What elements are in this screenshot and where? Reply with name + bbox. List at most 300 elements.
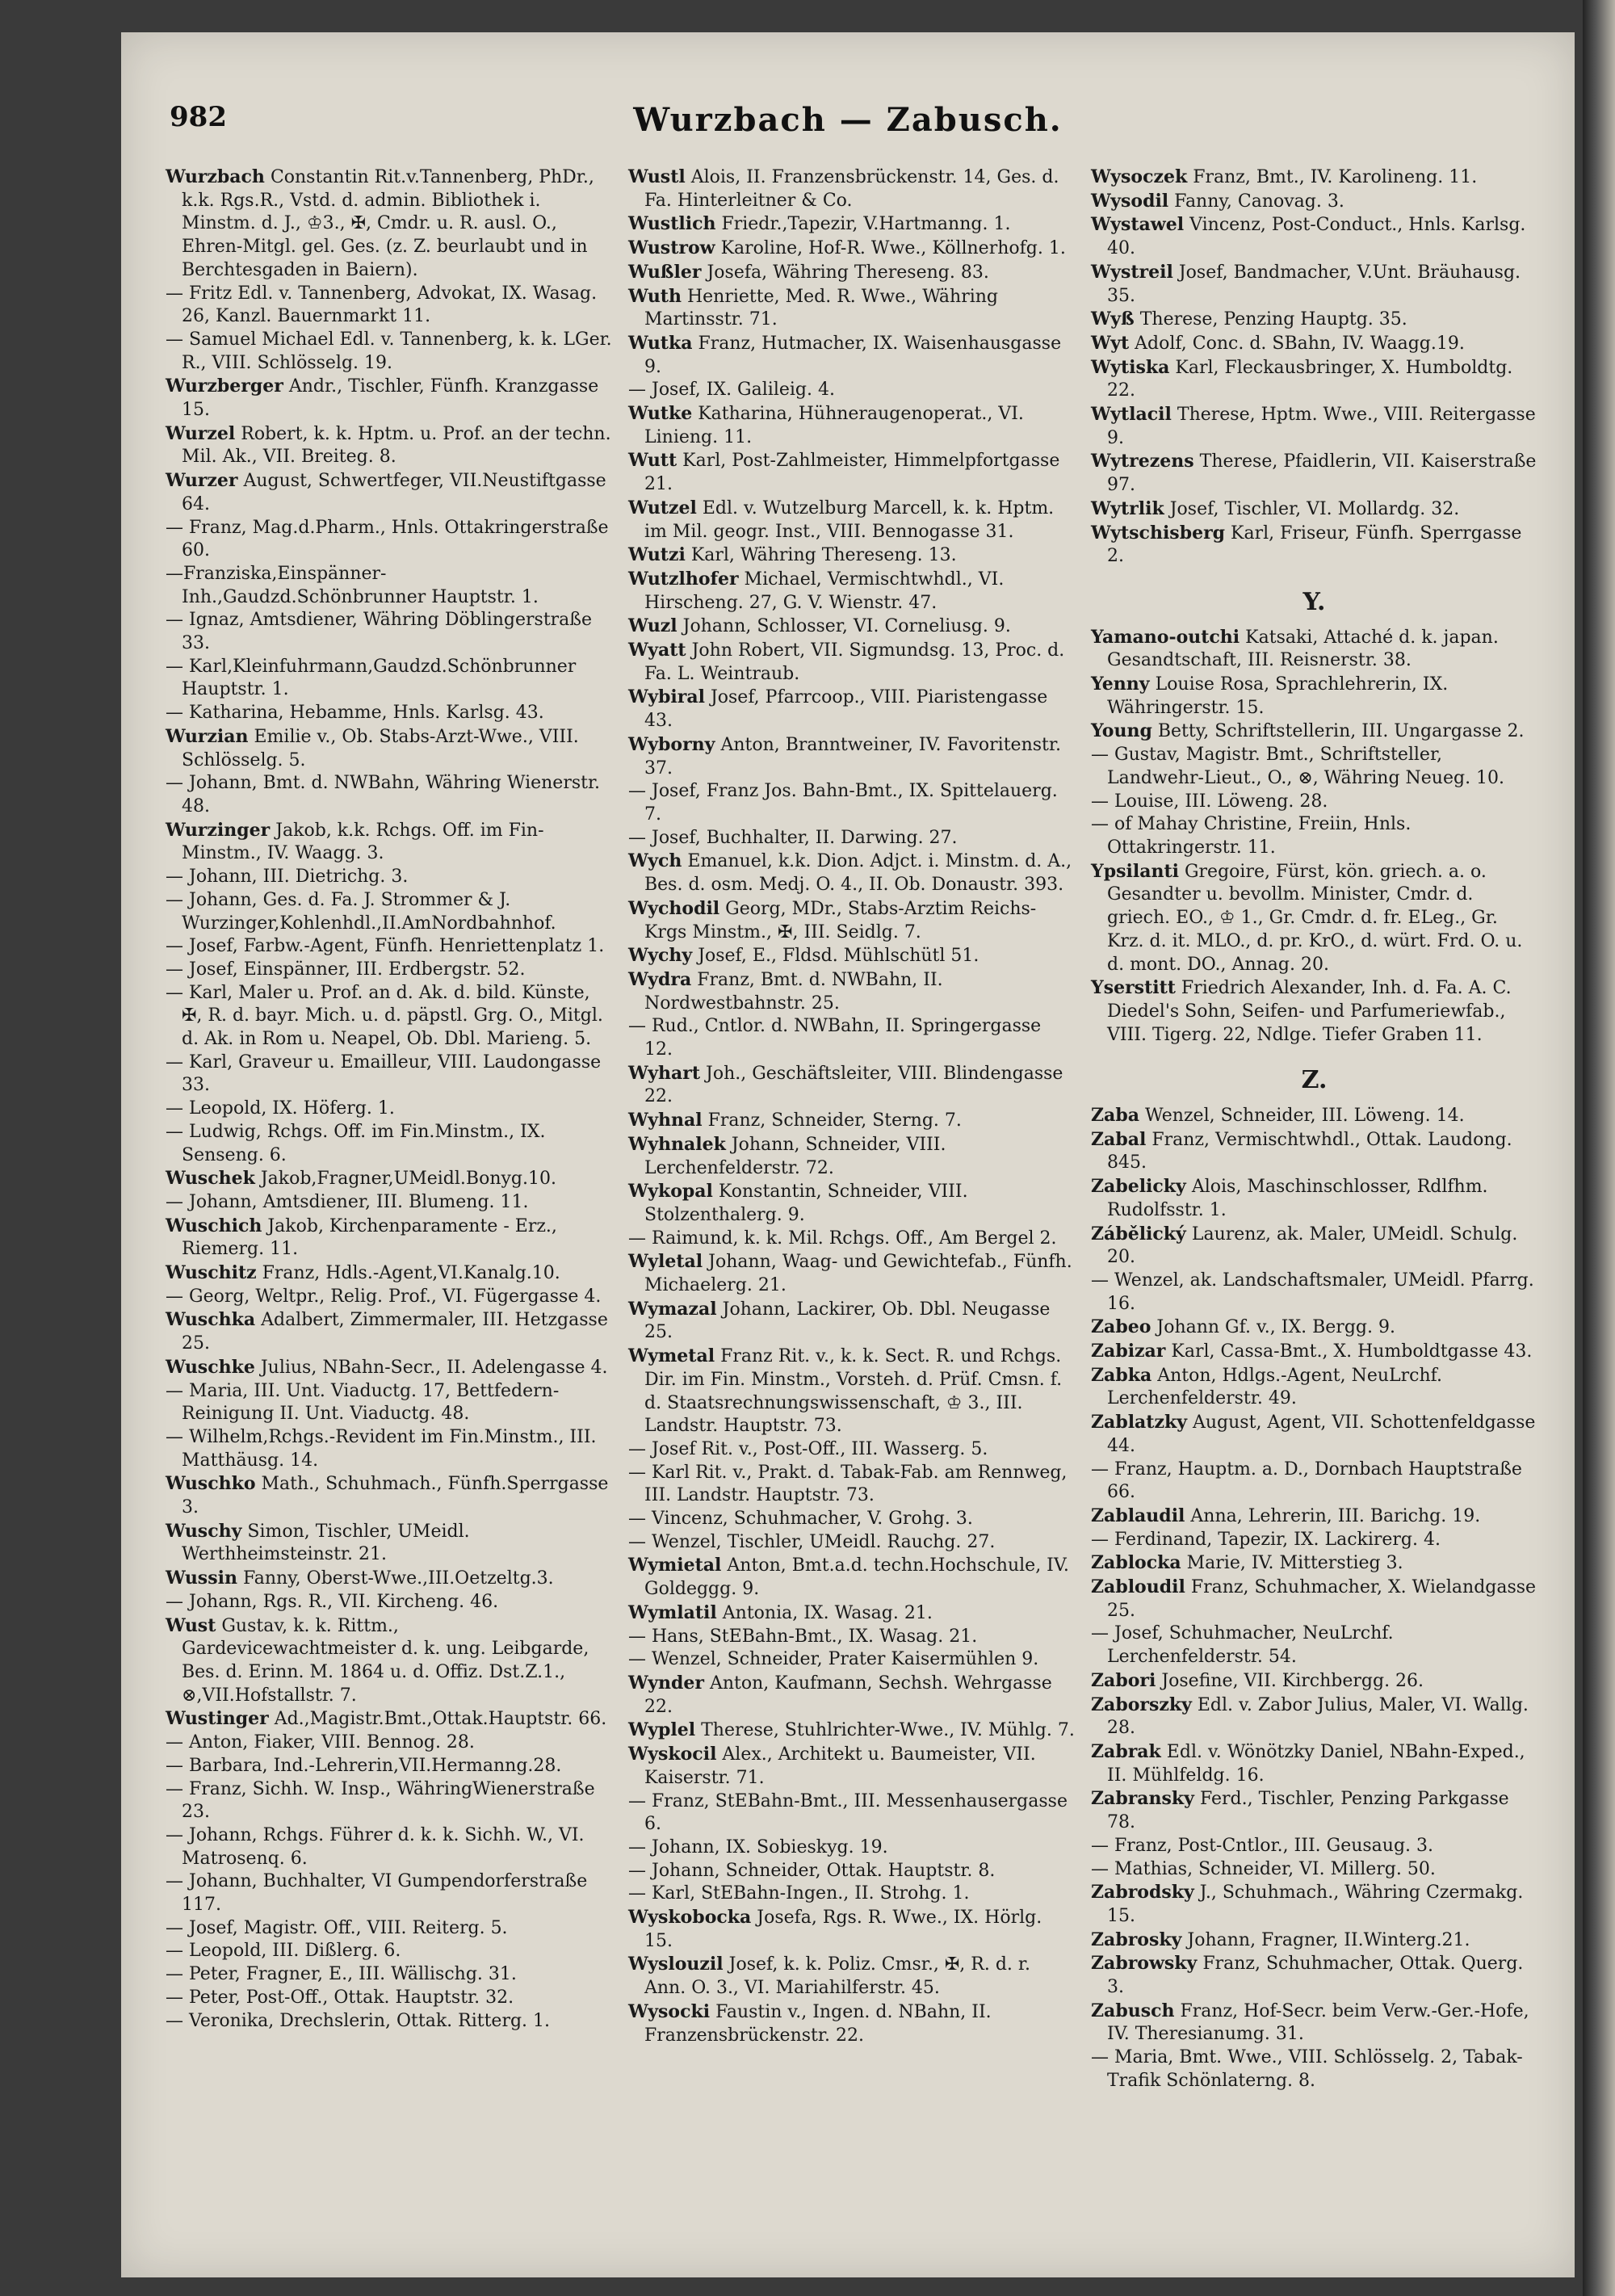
directory-entry: [628, 686, 1075, 732]
entry-details: — Georg, Weltpr., Relig. Prof., VI. Fügergasse 4.: [166, 1286, 602, 1307]
entry-details: Georg, MDr., Stabs-Arztim Reichs-Krgs Minstm., ✠, III. Seidlg. 7.: [644, 898, 1037, 942]
directory-entry: [166, 1987, 612, 2010]
entry-details: Louise Rosa, Sprachlehrerin, IX. Währingerstr. 15.: [1107, 674, 1449, 718]
directory-entry: [1091, 744, 1537, 790]
entry-surname: Wuzl: [628, 615, 677, 637]
entry-details: — of Mahay Christine, Freiin, Hnls. Ottakringerstr. 11.: [1091, 814, 1412, 858]
entry-details: Faustin v., Ingen. d. NBahn, II. Franzensbrückenstr. 22.: [644, 2001, 992, 2046]
directory-entry: [1091, 1858, 1537, 1882]
entry-details: Anton, Kaufmann, Sechsh. Wehrgasse 22.: [644, 1673, 1052, 1717]
directory-entry: [166, 1286, 612, 1309]
entry-surname: Wustinger: [166, 1708, 269, 1730]
entry-details: Josef, Tischler, VI. Mollardg. 32.: [1169, 498, 1460, 519]
directory-entry: [628, 968, 1075, 1015]
entry-details: J., Schuhmach., Währing Czermakg. 15.: [1107, 1883, 1524, 1926]
column-3: [1091, 166, 1537, 2233]
entry-details: — Maria, III. Unt. Viaductg. 17, Bettfedern-Reinigung II. Unt. Viaductg. 48.: [166, 1380, 560, 1425]
entry-details: Karl, Cassa-Bmt., X. Humboldtgasse 43.: [1171, 1341, 1533, 1362]
entry-details: Franz, Vermischtwhdl., Ottak. Laudong. 845.: [1107, 1129, 1512, 1173]
directory-entry: [628, 1298, 1075, 1345]
directory-entry: [166, 1215, 612, 1261]
directory-entry: [1091, 813, 1537, 859]
directory-entry: [1091, 1128, 1537, 1175]
entry-details: — Veronika, Drechslerin, Ottak. Ritterg. 1.: [166, 2010, 551, 2031]
directory-entry: [628, 1250, 1075, 1297]
entry-details: Edl. v. Wönötzky Daniel, NBahn-Exped., II. Mühlfeldg. 16.: [1107, 1742, 1525, 1786]
column-1: [166, 166, 612, 2233]
entry-surname: Wytrezens: [1091, 451, 1194, 472]
directory-entry: [628, 1508, 1075, 1531]
entry-details: Friedrich Alexander, Inh. d. Fa. A. C. Diedel's Sohn, Seifen- und Parfumeriewfab., VIII. Tigerg. 22, Ndlge. Tiefer Graben 11.: [1107, 978, 1512, 1045]
entry-details: Laurenz, ak. Maler, UMeidl. Schulg. 20.: [1107, 1224, 1518, 1268]
entry-surname: Young: [1091, 720, 1152, 742]
entry-surname: Wyt: [1091, 332, 1130, 354]
entry-details: Betty, Schriftstellerin, III. Ungargasse 2.: [1157, 721, 1525, 742]
directory-entry: [166, 517, 612, 563]
directory-entry: [628, 1462, 1075, 1508]
entry-details: Konstantin, Schneider, VIII. Stolzenthalerg. 9.: [644, 1182, 968, 1225]
directory-entry: [1091, 1576, 1537, 1622]
directory-entry: [1091, 1787, 1537, 1834]
entry-details: — Karl, Graveur u. Emailleur, VIII. Laudongasse 33.: [166, 1051, 602, 1096]
directory-entry: [166, 889, 612, 935]
entry-details: Anna, Lehrerin, III. Barichg. 19.: [1190, 1505, 1481, 1526]
directory-entry: [1091, 1622, 1537, 1668]
directory-entry: [628, 1531, 1075, 1555]
entry-details: Karl, Friseur, Fünfh. Sperrgasse 2.: [1107, 523, 1522, 567]
directory-entry: [628, 1062, 1075, 1109]
directory-entry: [628, 285, 1075, 332]
directory-entry: [166, 1824, 612, 1870]
entry-details: Therese, Pfaidlerin, VII. Kaiserstraße 97.: [1107, 451, 1537, 496]
entry-details: Ad.,Magistr.Bmt.,Ottak.Hauptstr. 66.: [274, 1709, 607, 1730]
entry-surname: Zabloudil: [1091, 1576, 1185, 1598]
entry-details: — Karl, Maler u. Prof. an d. Ak. d. bild. Künste, ✠, R. d. bayr. Mich. u. d. päpstl. Grg. O., Mitgl. d. Ak. in Rom u. Neapel, Ob. Dbl. Marieng. 5.: [166, 982, 603, 1050]
directory-entry: [166, 1191, 612, 1215]
entry-details: — Johann, Ges. d. Fa. J. Strommer & J. Wurzinger,Kohlenhdl.,II.AmNordbahnhof.: [166, 889, 556, 934]
entry-surname: Zábělický: [1091, 1223, 1186, 1245]
entry-details: Jakob,Fragner,UMeidl.Bonyg.10.: [260, 1169, 556, 1190]
entry-surname: Wymazal: [628, 1298, 717, 1320]
entry-surname: Wysoczek: [1091, 166, 1188, 187]
directory-entry: [628, 1743, 1075, 1790]
directory-entry: [1091, 1694, 1537, 1740]
directory-entry: [628, 1836, 1075, 1860]
directory-entry: [166, 866, 612, 889]
entry-details: Franz, Bmt. d. NWBahn, II. Nordwestbahnstr. 25.: [644, 969, 943, 1014]
entry-details: August, Schwertfeger, VII.Neustiftgasse 64.: [182, 471, 606, 514]
entry-details: — Hans, StEBahn-Bmt., IX. Wasag. 21.: [628, 1626, 978, 1647]
entry-details: Josef, k. k. Poliz. Cmsr., ✠, R. d. r. Ann. O. 3., VI. Mariahilferstr. 45.: [644, 1954, 1030, 1999]
directory-entry: [1091, 450, 1537, 497]
directory-entry: [166, 1614, 612, 1708]
directory-entry: [628, 827, 1075, 850]
directory-entry: [1091, 1529, 1537, 1552]
entry-details: August, Agent, VII. Schottenfeldgasse 44.: [1107, 1412, 1536, 1456]
entry-surname: Wutka: [628, 332, 693, 354]
entry-details: — Josef, Schuhmacher, NeuLrchf. Lerchenfelderstr. 54.: [1091, 1623, 1394, 1668]
entry-details: — Josef, Magistr. Off., VIII. Reiterg. 5.: [166, 1917, 508, 1938]
entry-surname: Wust: [166, 1614, 216, 1636]
directory-entry: [1091, 332, 1537, 356]
directory-entry: [166, 819, 612, 866]
directory-entry: [166, 725, 612, 772]
entry-details: Johann, Schlosser, VI. Corneliusg. 9.: [682, 616, 1011, 637]
entry-details: — Wenzel, Schneider, Prater Kaisermühlen 9.: [628, 1649, 1039, 1670]
entry-surname: Wymetal: [628, 1345, 715, 1367]
entry-surname: Wuschitz: [166, 1262, 257, 1284]
directory-entry: [1091, 308, 1537, 332]
directory-entry: [166, 1940, 612, 1963]
entry-details: Josef, Bandmacher, V.Unt. Bräuhausg. 35.: [1107, 262, 1521, 306]
directory-entry: [1091, 213, 1537, 260]
entry-surname: Wurzer: [166, 470, 238, 492]
entry-surname: Zabizar: [1091, 1341, 1166, 1362]
entry-details: Vincenz, Post-Conduct., Hnls. Karlsg. 40.: [1107, 215, 1526, 259]
directory-entry: [628, 1906, 1075, 1953]
directory-entry: [166, 1591, 612, 1614]
entry-surname: Wystawel: [1091, 214, 1185, 236]
entry-surname: Yserstitt: [1091, 977, 1176, 999]
entry-details: Simon, Tischler, UMeidl. Werthheimsteinstr. 21.: [182, 1521, 470, 1565]
entry-surname: Wuschek: [166, 1168, 255, 1190]
directory-entry: [1091, 1505, 1537, 1529]
page-number: 982: [170, 101, 227, 133]
directory-entry: [166, 1917, 612, 1941]
directory-entry: [1091, 1669, 1537, 1694]
entry-surname: Zabrak: [1091, 1741, 1161, 1762]
entry-details: Karoline, Hof-R. Wwe., Köllnerhofg. 1.: [720, 238, 1066, 259]
entry-details: Josefa, Währing Thereseng. 83.: [707, 262, 989, 283]
directory-entry: [166, 375, 612, 422]
directory-entry: [1091, 1835, 1537, 1858]
directory-entry: [166, 1167, 612, 1191]
entry-surname: Zabrosky: [1091, 1929, 1182, 1950]
entry-details: Josef, Pfarrcoop., VIII. Piaristengasse 43.: [644, 687, 1048, 732]
directory-entry: [628, 1228, 1075, 1251]
directory-entry: [628, 1015, 1075, 1061]
entry-surname: Wustlich: [628, 213, 716, 235]
directory-entry: [1091, 2046, 1537, 2092]
directory-columns: [166, 166, 1538, 2233]
entry-details: — Franz, Mag.d.Pharm., Hnls. Ottakringerstraße 60.: [166, 517, 609, 561]
entry-details: Alois, Maschinschlosser, Rdlfhm. Rudolfsstr. 1.: [1107, 1177, 1488, 1220]
entry-surname: Wutt: [628, 450, 677, 472]
entry-details: Therese, Penzing Hauptg. 35.: [1139, 309, 1407, 330]
entry-details: Johann, Schneider, VIII. Lerchenfelderstr. 72.: [644, 1134, 946, 1178]
entry-details: Fanny, Oberst-Wwe.,III.Oetzeltg.3.: [242, 1568, 554, 1589]
entry-details: — Peter, Fragner, E., III. Wällischg. 31.: [166, 1964, 517, 1985]
entry-surname: Wuschko: [166, 1473, 256, 1495]
entry-surname: Wyß: [1091, 309, 1135, 330]
directory-entry: [628, 1648, 1075, 1672]
directory-entry: [628, 1626, 1075, 1649]
entry-details: Franz, Schuhmacher, X. Wielandgasse 25.: [1107, 1577, 1537, 1621]
directory-entry: [166, 1051, 612, 1098]
entry-surname: Wyhnal: [628, 1110, 703, 1131]
entry-details: Franz, Schneider, Sterng. 7.: [707, 1110, 962, 1131]
entry-surname: Wychodil: [628, 897, 720, 919]
directory-entry: [1091, 626, 1537, 673]
directory-entry: [166, 1356, 612, 1380]
entry-details: Gustav, k. k. Rittm., Gardevicewachtmeister d. k. ung. Leibgarde, Bes. d. Erinn. M. 1864 u. d. Offiz. Dst.Z.1., ⊗,VII.Hofstallstr. 7.: [182, 1615, 589, 1706]
directory-entry: [1091, 356, 1537, 403]
directory-entry: [628, 733, 1075, 780]
entry-details: Wenzel, Schneider, III. Löweng. 14.: [1144, 1106, 1465, 1127]
entry-surname: Wytiska: [1091, 356, 1170, 378]
directory-entry: [628, 1109, 1075, 1133]
directory-entry: [628, 897, 1075, 944]
directory-entry: [628, 544, 1075, 568]
entry-details: Marie, IV. Mitterstieg 3.: [1186, 1553, 1403, 1574]
directory-entry: [628, 1133, 1075, 1180]
entry-surname: Wussin: [166, 1568, 237, 1589]
entry-details: Josef, E., Fldsd. Mühlschütl 51.: [698, 946, 979, 967]
entry-details: — Johann, IX. Sobieskyg. 19.: [628, 1836, 888, 1857]
entry-details: Franz, Hutmacher, IX. Waisenhausgasse 9.: [644, 333, 1062, 377]
directory-entry: [628, 1554, 1075, 1601]
entry-details: — Josef, Einspänner, III. Erdbergstr. 52.: [166, 959, 526, 980]
directory-entry: [1091, 791, 1537, 814]
directory-entry: [628, 2000, 1075, 2047]
directory-entry: [628, 639, 1075, 686]
entry-details: Math., Schuhmach., Fünfh.Sperrgasse 3.: [182, 1474, 609, 1518]
entry-surname: Wuschke: [166, 1356, 255, 1378]
entry-details: Franz, Bmt., IV. Karolineng. 11.: [1193, 167, 1478, 187]
directory-entry: [166, 1778, 612, 1824]
entry-details: — Barbara, Ind.-Lehrerin,VII.Hermanng.28.: [166, 1755, 562, 1776]
entry-surname: Wysodil: [1091, 190, 1169, 212]
entry-details: Katsaki, Attaché d. k. japan. Gesandtschaft, III. Reisnerstr. 38.: [1107, 627, 1499, 671]
entry-details: Johann Gf. v., IX. Bergg. 9.: [1156, 1317, 1395, 1338]
directory-entry: [628, 261, 1075, 285]
entry-surname: Wyskocil: [628, 1744, 717, 1765]
entry-details: Therese, Hptm. Wwe., VIII. Reitergasse 9.: [1107, 405, 1536, 448]
directory-entry: [166, 1567, 612, 1591]
directory-entry: [166, 1963, 612, 1987]
entry-details: — Johann, Bmt. d. NWBahn, Währing Wienerstr. 48.: [166, 773, 601, 816]
entry-surname: Zabrodsky: [1091, 1882, 1194, 1904]
entry-surname: Wyhnalek: [628, 1133, 726, 1155]
directory-entry: [1091, 1551, 1537, 1576]
entry-details: — Karl Rit. v., Prakt. d. Tabak-Fab. am Rennweg, III. Landstr. Hauptstr. 73.: [628, 1462, 1068, 1506]
directory-entry: [1091, 1104, 1537, 1128]
entry-details: Emanuel, k.k. Dion. Adjct. i. Minstm. d. A., Bes. d. osm. Medj. O. 4., II. Ob. Donaustr. 393.: [644, 851, 1072, 896]
column-2: [628, 166, 1075, 2233]
entry-details: Johann, Fragner, II.Winterg.21.: [1187, 1929, 1470, 1950]
directory-entry: [628, 1860, 1075, 1883]
entry-details: Andr., Tischler, Fünfh. Kranzgasse 15.: [182, 376, 599, 421]
entry-details: — Josef, Buchhalter, II. Darwing. 27.: [628, 827, 958, 848]
directory-entry: [628, 780, 1075, 826]
directory-entry: [1091, 1881, 1537, 1928]
entry-surname: Wustl: [628, 166, 686, 187]
directory-entry: [628, 850, 1075, 896]
entry-details: Karl, Fleckausbringer, X. Humboldtg. 22.: [1107, 357, 1513, 401]
entry-surname: Wymlatil: [628, 1601, 717, 1623]
directory-entry: [166, 702, 612, 725]
directory-entry: [1091, 1952, 1537, 1999]
section-heading: Z.: [1301, 1066, 1328, 1095]
directory-entry: [628, 615, 1075, 639]
directory-entry: [628, 1601, 1075, 1626]
directory-entry: [1091, 2000, 1537, 2046]
directory-entry: [1091, 166, 1537, 190]
entry-surname: Wyletal: [628, 1251, 703, 1273]
page-header: [170, 101, 1526, 149]
directory-entry: [628, 568, 1075, 615]
entry-surname: Zabal: [1091, 1128, 1147, 1150]
directory-entry: [1091, 522, 1537, 569]
directory-entry: [1091, 1175, 1537, 1222]
entry-details: Constantin Rit.v.Tannenberg, PhDr., k.k. Rgs.R., Vstd. d. admin. Bibliothek i. Minstm. d. J., ♔3., ✠, Cmdr. u. R. ausl. O., Ehren-Mitgl. gel. Ges. (z. Z. beurlaubt und in Berchtesgaden in Baiern).: [182, 167, 594, 280]
directory-entry: [628, 237, 1075, 261]
directory-entry: [166, 609, 612, 655]
entry-details: Edl. v. Wutzelburg Marcell, k. k. Hptm. im Mil. geogr. Inst., VIII. Bennogasse 31.: [644, 497, 1055, 542]
directory-entry: [166, 1098, 612, 1121]
entry-surname: Wußler: [628, 261, 702, 283]
entry-details: — Fritz Edl. v. Tannenberg, Advokat, IX. Wasag. 26, Kanzl. Bauernmarkt 11.: [166, 283, 598, 327]
entry-surname: Wuschich: [166, 1215, 262, 1236]
directory-entry: [628, 497, 1075, 544]
entry-details: — Josef, Franz Jos. Bahn-Bmt., IX. Spittelauerg. 7.: [628, 781, 1058, 825]
entry-details: — Leopold, IX. Höferg. 1.: [166, 1098, 395, 1119]
entry-surname: Wyatt: [628, 640, 686, 661]
entry-details: Karl, Post-Zahlmeister, Himmelpfortgasse 21.: [644, 451, 1060, 495]
entry-surname: Wybiral: [628, 686, 705, 708]
directory-entry: [628, 1672, 1075, 1719]
directory-entry: [1091, 497, 1537, 522]
entry-surname: Wymietal: [628, 1555, 722, 1576]
entry-surname: Zabeo: [1091, 1316, 1151, 1338]
section-heading: Y.: [1302, 587, 1326, 616]
entry-details: John Robert, VII. Sigmundsg. 13, Proc. d. Fa. L. Weintraub.: [644, 640, 1065, 684]
directory-entry: [628, 1180, 1075, 1227]
entry-details: Anton, Bmt.a.d. techn.Hochschule, IV. Goldeggg. 9.: [644, 1555, 1069, 1600]
entry-details: — Josef Rit. v., Post-Off., III. Wasserg. 5.: [628, 1438, 988, 1459]
entry-details: Antonia, IX. Wasag. 21.: [722, 1602, 933, 1623]
entry-details: — Johann, III. Dietrichg. 3.: [166, 867, 409, 888]
entry-surname: Wuschy: [166, 1520, 242, 1542]
directory-entry: [1091, 1929, 1537, 1953]
entry-surname: Wystreil: [1091, 261, 1173, 283]
entry-details: — Vincenz, Schuhmacher, V. Grohg. 3.: [628, 1509, 973, 1530]
directory-entry: [1091, 261, 1537, 308]
directory-entry: [1091, 720, 1537, 744]
entry-surname: Wydra: [628, 968, 692, 990]
directory-entry: [1091, 1364, 1537, 1411]
directory-entry: [628, 402, 1075, 449]
adjacent-page-edge: [1583, 0, 1615, 2296]
entry-details: Emilie v., Ob. Stabs-Arzt-Wwe., VIII. Schlösselg. 5.: [182, 726, 579, 770]
directory-entry: [166, 959, 612, 982]
page-title: Wurzbach — Zabusch.: [633, 101, 1063, 139]
directory-entry: [166, 1380, 612, 1426]
directory-entry: [1091, 190, 1537, 214]
directory-entry: [166, 1707, 612, 1731]
directory-entry: [166, 935, 612, 959]
directory-entry: [1091, 1459, 1537, 1505]
entry-surname: Yamano-outchi: [1091, 626, 1240, 648]
entry-details: Adalbert, Zimmermaler, III. Hetzgasse 25.: [182, 1310, 608, 1354]
entry-details: — Johann, Amtsdiener, III. Blumeng. 11.: [166, 1191, 529, 1212]
entry-details: Katharina, Hühneraugenoperat., VI. Linieng. 11.: [644, 404, 1024, 447]
entry-details: — Josef, Farbw.-Agent, Fünfh. Henriettenplatz 1.: [166, 936, 605, 957]
entry-surname: Zablocka: [1091, 1552, 1181, 1574]
entry-details: Henriette, Med. R. Wwe., Währing Martinsstr. 71.: [644, 286, 999, 330]
directory-entry: [1091, 1270, 1537, 1316]
directory-entry: [166, 772, 612, 818]
directory-entry: [1091, 1223, 1537, 1270]
directory-entry: [166, 1755, 612, 1778]
directory-entry: [166, 1731, 612, 1755]
entry-surname: Wyhart: [628, 1062, 701, 1084]
entry-surname: Wyslouzil: [628, 1954, 724, 1975]
entry-details: Johann, Waag- und Gewichtefab., Fünfh. Michaelerg. 21.: [644, 1252, 1072, 1296]
entry-details: — Louise, III. Löweng. 28.: [1091, 791, 1328, 812]
entry-surname: Wytrlik: [1091, 497, 1164, 519]
entry-surname: Wurzberger: [166, 376, 283, 397]
book-page: [121, 32, 1575, 2277]
entry-details: Franz Rit. v., k. k. Sect. R. und Rchgs. Dir. im Fin. Minstm., Vorsteh. d. Prüf. Cmsn. f. d. Staatsrechnungswissenschaft, ♔ 3., III. Landstr. Hauptstr. 73.: [644, 1346, 1063, 1437]
entry-surname: Wyplel: [628, 1719, 696, 1741]
entry-details: Edl. v. Zabor Julius, Maler, VI. Wallg. 28.: [1107, 1694, 1529, 1739]
entry-details: — Anton, Fiaker, VIII. Bennog. 28.: [166, 1732, 475, 1753]
entry-surname: Zablaudil: [1091, 1505, 1185, 1526]
directory-entry: [628, 1790, 1075, 1836]
directory-entry: [166, 166, 612, 283]
entry-surname: Zaborszky: [1091, 1694, 1192, 1715]
entry-details: — Raimund, k. k. Mil. Rchgs. Off., Am Bergel 2.: [628, 1228, 1057, 1249]
directory-entry: [628, 1883, 1075, 1906]
entry-surname: Wurzian: [166, 725, 249, 747]
entry-details: — Johann, Rchgs. Führer d. k. k. Sichh. W., VI. Matrosenq. 6.: [166, 1824, 585, 1869]
entry-surname: Wynder: [628, 1673, 704, 1694]
entry-surname: Wytlacil: [1091, 404, 1172, 426]
entry-details: — Mathias, Schneider, VI. Millerg. 50.: [1091, 1858, 1436, 1879]
directory-entry: [166, 1308, 612, 1355]
entry-details: Jakob, k.k. Rchgs. Off. im Fin-Minstm., IV. Waagg. 3.: [182, 820, 544, 864]
directory-entry: [166, 1520, 612, 1567]
entry-details: — Johann, Schneider, Ottak. Hauptstr. 8.: [628, 1860, 996, 1881]
directory-entry: [166, 1870, 612, 1916]
entry-details: Alex., Architekt u. Baumeister, VII. Kaiserstr. 71.: [644, 1744, 1036, 1788]
directory-entry: [1091, 1740, 1537, 1787]
entry-details: Julius, NBahn-Secr., II. Adelengasse 4.: [260, 1357, 608, 1378]
entry-surname: Wysocki: [628, 2000, 711, 2022]
directory-entry: [166, 1426, 612, 1472]
entry-details: — Ludwig, Rchgs. Off. im Fin.Minstm., IX. Senseng. 6.: [166, 1121, 546, 1165]
entry-details: —Franziska,Einspänner-Inh.,Gaudzd.Schönbrunner Hauptstr. 1.: [166, 563, 539, 607]
entry-surname: Zablatzky: [1091, 1412, 1187, 1433]
directory-entry: [166, 329, 612, 375]
entry-details: — Josef, IX. Galileig. 4.: [628, 380, 835, 401]
directory-entry: [628, 449, 1075, 496]
entry-surname: Yenny: [1091, 674, 1150, 695]
entry-details: Franz, Hdls.-Agent,VI.Kanalg.10.: [262, 1263, 560, 1284]
entry-details: Anton, Hdlgs.-Agent, NeuLrchf. Lerchenfelderstr. 49.: [1107, 1365, 1442, 1409]
entry-surname: Wurzinger: [166, 819, 271, 841]
entry-details: — Maria, Bmt. Wwe., VIII. Schlösselg. 2, Tabak-Trafik Schönlaterng. 8.: [1091, 2047, 1523, 2091]
entry-details: Fanny, Canovag. 3.: [1174, 191, 1344, 212]
directory-entry: [1091, 1411, 1537, 1458]
entry-surname: Zabransky: [1091, 1788, 1194, 1810]
entry-details: — Peter, Post-Off., Ottak. Hauptstr. 32.: [166, 1987, 514, 2008]
directory-entry: [1091, 1316, 1537, 1340]
entry-details: Franz, Schuhmacher, Ottak. Querg. 3.: [1107, 1954, 1524, 1998]
directory-entry: [166, 422, 612, 469]
directory-entry: [628, 332, 1075, 379]
